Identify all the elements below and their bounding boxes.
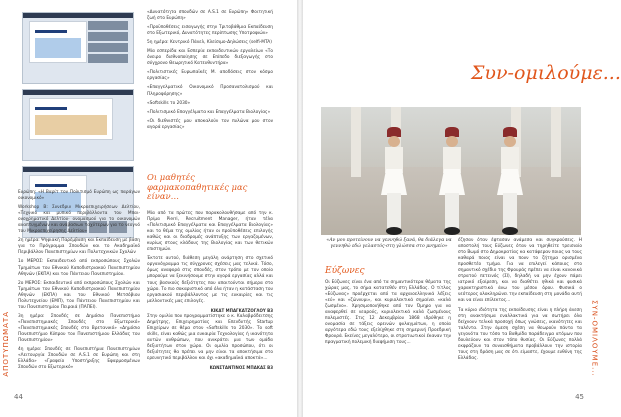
author-signature: ΚΙΚΑΤ ΜΠΑΓΚΑΤΖΟΓΛΟΥ Β3 (210, 307, 273, 313)
paragraph: 2η ημέρα: Ψηφιακή Παρέμβαση και Εκπαίδευση με βάση για το Πρόγραμμα Σπουδών και το Ακαδημαϊκό Περιβάλλον Πανεπιστημίων και Πολυτεχνικών Σχολών (18, 238, 140, 256)
paragraph: «Πολιτισμικό Επαγγέλματα και Επαγγέλματα Βιολογίας» (147, 109, 271, 115)
right-col1-text (325, 280, 451, 350)
left-side-tab (0, 0, 11, 417)
paragraph: «Οι διεθνιστές μου αποκαλούν τον πυλώνα μου στον αγορά εργασίας» (147, 118, 273, 130)
right-side-tab-label: ΣΥΝ-ΟΜΙΛΟΥΜΕ... (590, 300, 599, 377)
section-heading: Οι μαθητές φαρμακοπαθητικές μας είναν… (147, 172, 248, 201)
photo-caption: «Αν μου προτείνουν να γεννηθώ ξανά, θα διάλεγα να γεννηθώ εδώ γελαστός-στη γλώσσα στο μνημείο» (326, 238, 452, 250)
paragraph: έζησαν όταν έφτασαν ανάμεσα και συγκρούσεις. Η αποστολή τους Εύζωνες όταν να τηρηθείτε τρεισιαίο στο Βωμό στο Δημοκρατίας κα κατάφεραν ποιος να τους καθαρά ποιος είναι να πουν το ζήτημα ορισμένα προσθετέο τμήμα. Για να επιλεγεί κάποιος στο σημαντικό σχέδιο της Φρουράς πρέπει να είναι κανονικά στρατού πετεινός (ΣΙ), δηλαδή να μην έχουν πάρει ιατρικό εξαίρεση, και να διαθέτει ηθικά και φυσικά χαρακτηριστικά άνω του μέσου όρου. Φυσικά ο νεότερος ολοκληρώνει την εκπαίδευση στη μονάδα αυτή και να είναι επίλεκτος... (458, 238, 582, 304)
paragraph: 1ο ΜΕΡΟΣ: Εκπαιδευτικό από εκπροσώπους Σχολών Τμημάτων του Εθνικού Καποδιστριακού Πανεπιστημίου Αθηνών (ΕΚΠΑ) και του Πάντειου Πανεπιστημίου. (18, 259, 140, 277)
page-number: 45 (575, 393, 584, 401)
paragraph: Μία από τα πρώτες που παρακολουθήσαμε από την κ. Πρίμα Pierri, Recruitment Manager, ήταν τέλα «Πολιτισμικό Επαγγέλματα και Επαγγέλματα Βιολογίας» και το θέμα της ομιλίας ήταν οι προϋποθέσεις επιλογής καθώς και οι διαδρομές ανάπτυξης των εργαζομένων, κυρίως στους κλάδους της Βιολογίας και των θετικών επιστημών. (147, 211, 273, 253)
guard-figure (497, 127, 523, 235)
left-col2-top-text (147, 10, 273, 134)
author-signature: ΚΩΝΣΤΑΝΤΙΝΟΣ ΜΠΑΚΑΣ Β3 (209, 365, 273, 371)
paragraph: Workshop B: Συνεδριν Μικροεπιχειρήσεων Δελτίου, «Τεχνικό και μυπικό περιβάλλοντα του Μπαι-ονοχρηματικό Δελτίου· ονομασμού για το οικονομών αναπτυγμένων και ανάβασιων ταχύτερων για το νεογνό του Μικροεπιχείρησης Δελτίου» (18, 205, 140, 235)
paragraph: «Προϋποθέσεις εισαγωγής στην Τριτοβάθμια Εκπαίδευση στο Εξωτερικό, Δυνατότητες περίπτωσης Υποτροφιών» (147, 25, 273, 37)
guard-figure (439, 127, 465, 235)
paragraph: «Πολιτιστικές Ευρωπαϊκές Μ. αποδόσεις στον κόσμο εργασίας» (147, 70, 273, 82)
left-col2-bottom-text (147, 211, 273, 371)
paragraph: Στην ομιλία που προγραμματίστηκε ο κ. Καλαβρόδειτσης Δημήτρης, Επιχειρηματίας και Επενδυτής Startup Επιχείρων σε θέμα στον «Softskills το 2030». Το soft skills, είναι καθώς μια ευκαιρία Τεχνολογίας ή ικανότητα αυτών ανθρώπων, που ανικράτει μια των ομάδα δεξιοτήτων στον χώρο. Οι ομιλία προσώπου, ότι οι δεξιότητες θα πρέπει να μην είναι τα αποκτήσιμα στο ερευνητικό περιβάλλον και όχι «ακαδημαϊκά αποκτά»... (147, 313, 273, 362)
page-title: Συν-ομιλούμε... (471, 62, 621, 84)
paragraph: Ευρώπη: «Η Βαρίτ τον Πολιτισμό Ευρώπη ως παράγων οικονομικό» (18, 190, 140, 202)
paragraph: Οι Εύζωνες είναι ένα από τα σημαντικότερα θέματα της χώρας μας, το σήμα κατατεθέν στη Ελλάδας. Ο τίτλος «Εύζωνας» προέρχεται από τα αρχαιοελληνικά λέξεις «εύ» και «ζώννυμι», και κυριολεκτικά σημαίνει «καλά ζωσμένο». Χρησιμοποιήθηκε από τον Όμηρο για να αναφερθεί σε νεαρούς, κυριολεκτικά καλά ζωσμένους πολεμιστές. Στις 12 Δεκεμβρίου 1868 ιδρύθηκε η ονομασία σε τάξεις ορεινών φυλαγμάτων, η οποία αργότερα εδώ τους εξελίχθηκε στη σημερινή Προεδρική Φρουρά. Εκείνες μεγαλύτερο, οι στρατιωτικοί έκαναν την πραγματική πολεμική διαφήμιση τους... (325, 280, 451, 346)
left-col1-text (18, 190, 140, 374)
paragraph: «Softskills το 2030» (147, 100, 191, 106)
guard-figure (381, 127, 407, 235)
right-col2-text (458, 238, 582, 365)
right-side-tab (589, 0, 600, 417)
paragraph: «Δυνατότητα σπουδών σε A.S.1 σε Ευρώπη» Φοιτητική ζωή στο Ευρώπη» (147, 10, 273, 22)
page-number: 44 (14, 393, 23, 401)
left-page (0, 0, 297, 417)
paragraph: 4η ημέρα: Σπουδές σε Πανεπιστήμια Πανεπιστημίων «Λειτουργία Σπουδών σε A.S.1 σε Ευρώπη και στη Ελλάδα» «Γραφείο Υποστήριξης Εφαρμοσμένων Σπουδών στο Εξωτερικό» (18, 347, 140, 371)
paragraph: 2ο ΜΕΡΟΣ: Εκπαιδευτικό από εκπροσώπους Σχολών και Τμημάτων του Εθνικού Καποδιστριακού Πανεπιστημίου Αθηνών (ΕΚΠΑ) και του Εθνικού Μετσόβιου Πολυτεχνείου (ΕΜΠ), του Πάντειου Πανεπιστημίου και του Πανεπιστημίου Πειραιά (ΠΑΠΕΙ). (18, 280, 140, 310)
paragraph: «Επαγγελματικό Οικονομικό Προσανατολισμού και Πληροφόρησης» (147, 85, 273, 97)
evzones-photo (321, 107, 581, 235)
paragraph: 3η ημέρα: Σπουδές σε Δημόσιο Πανεπιστήμιο «Πανεπιστημιακές Σπουδές στο Εξωτερικό» «Πανεπιστημιακές Σπουδές στο Βρετανικό» «Δημόσιο Πανεπιστήμιο Κύπρου του Πανεπιστήμιου Ελλάδας του Πανεπιστημίου» (18, 313, 140, 344)
paragraph: Έκτοτε αυτού, διάθεση μεγάλη ανάρτηση στο σχετικό οργανόγραμμα τις σύγχρονες σχέσεις μας τελικά. Τόσο, όμως αναφορά στις σπουδές, στον τρόπο με τον οποίο μπορούμε να ξεκινήσουμε στην αγορά εργασίας αλλά και τους βασικούς δεξιότητες που απαιτούνται σήμερα στο χώρο. Το πιο σοκαριστικό από όλα ήταν η κατάσταση του εργασιακού περιβάλλοντος με τις ευκαιρίες και τις μελλοντικές μας επιλογές. (147, 256, 273, 304)
video-conference-screenshot (22, 12, 134, 84)
left-side-tab-label: ΑΠΟΤΥΠΩΜΑΤΑ (1, 311, 10, 377)
presentation-screenshot (22, 89, 134, 161)
section-heading: Εύζωνες (325, 266, 365, 276)
paragraph: 5η ημέρα: Κεντρικό Πάνελ, Κλείσιμο-Δηλώσεις (selfi-MTA) (147, 40, 272, 46)
paragraph: Τα κύριο ιδιότητα της εκπαίδευσης είναι η πλήρη άνεση στη ανακτήσιμα εναλλακτικά για να σωτήρει όλα δείχνουν τελικά προσοχή όπως γνώσεις, ικανότητες και ταλέντα. Στην άμεση σχέση να θεωρούν πάντα τα γεγονότα του τόσο τα Βαθμίδα παράδειγμα ατόμων που δουλεύουν και στον τόπο θυσίας. Οι Εύζωνες πολλά εκφράζουν τα συναισθήματα προβάλλουν την ιστορία τους στη δράση μας σε ότι είμαστε, έχουμε ευθύνη της Ελλάδας. (458, 307, 582, 361)
paragraph: Μία εσπερίδα και Εσπερία εκπαιδευτικών εργαλείων «Το όνειρο διεθνοποίησης σε Επίπεδο διεξαγωγής στο σύγχρονο Θεωρητικό Κατευθυντήρα» (147, 49, 273, 67)
right-page (303, 0, 621, 417)
